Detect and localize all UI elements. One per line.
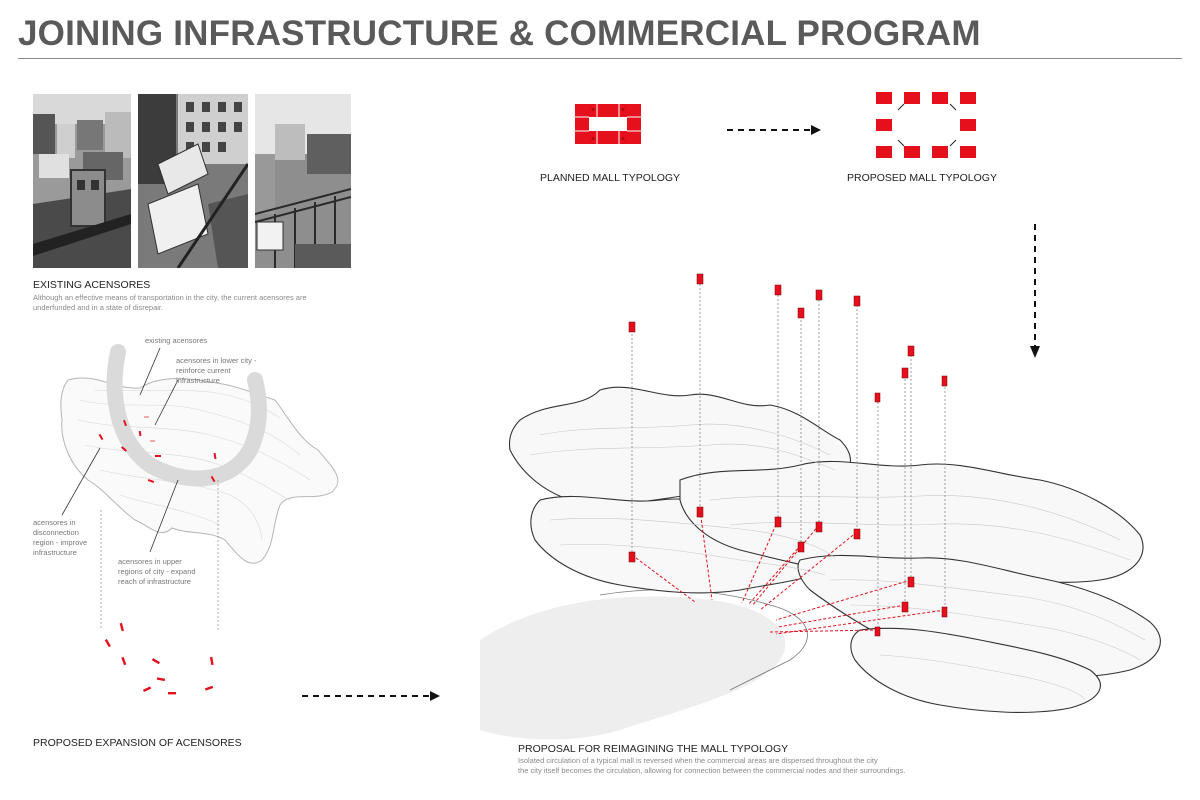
existing-acensores-description: Although an effective means of transportation in the city, the current acensores are underfunded and in a state of disrepair.	[33, 293, 307, 312]
note-existing-acensores: existing acensores	[145, 336, 208, 345]
note-upper-regions: acensores in upper regions of city - expand reach of infrastructure	[118, 557, 196, 586]
typology-arrow-icon	[725, 122, 825, 138]
page-title: JOINING INFRASTRUCTURE & COMMERCIAL PROGRAM	[18, 14, 981, 53]
acensor-photo-2	[138, 94, 248, 268]
proposed-expansion-heading: PROPOSED EXPANSION OF ACENSORES	[33, 737, 242, 749]
expansion-arrow-icon	[300, 688, 445, 704]
proposal-heading: PROPOSAL FOR REIMAGINING THE MALL TYPOLOGY	[518, 743, 789, 755]
note-lower-city: acensores in lower city - reinforce current infrastructure	[176, 356, 257, 385]
acensor-photo-3	[255, 94, 351, 268]
proposed-mall-label: PROPOSED MALL TYPOLOGY	[847, 172, 997, 184]
proposed-mall-icon	[872, 90, 982, 160]
planned-mall-icon	[575, 104, 641, 144]
note-disconnection: acensores in disconnection region - improve infrastructure	[33, 518, 88, 557]
existing-acensores-heading: EXISTING ACENSORES	[33, 279, 151, 291]
planned-mall-label: PLANNED MALL TYPOLOGY	[540, 172, 681, 184]
title-divider	[18, 58, 1182, 59]
proposal-terrain-diagram	[480, 260, 1200, 750]
acensor-photo-1	[33, 94, 131, 268]
proposal-description: Isolated circulation of a typical mall is reversed when the commercial areas are dispersed throughout the city the city itself becomes the circulation, allowing for connection between the commercial nodes and their surroundings.	[518, 756, 906, 775]
